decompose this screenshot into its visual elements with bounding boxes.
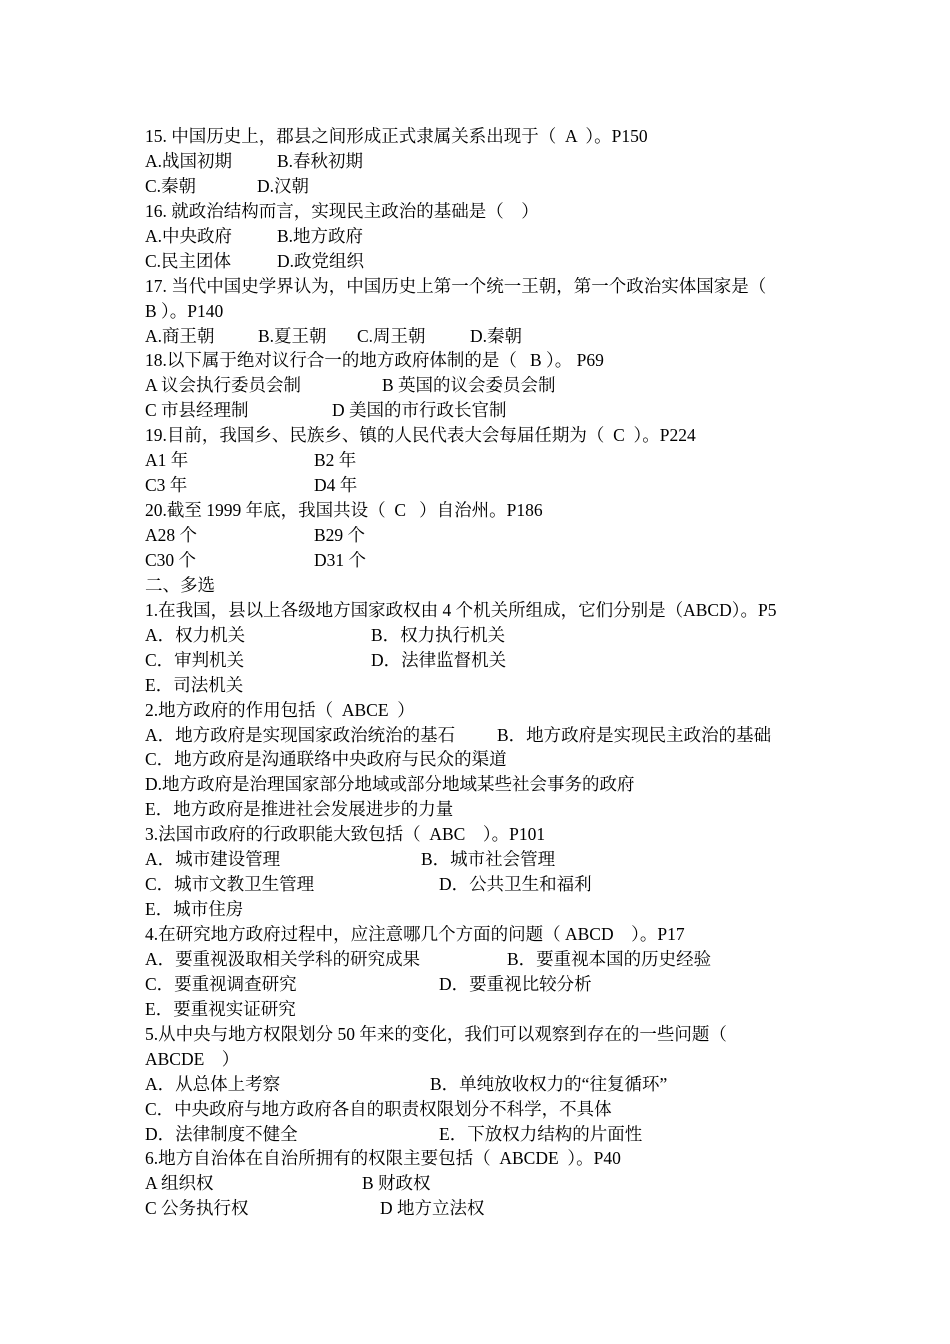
option-text: C3 年 <box>145 475 188 496</box>
option-line <box>145 623 825 648</box>
question-text: 15. 中国历史上，郡县之间形成正式隶属关系出现于（ A ）。P150 <box>145 126 648 146</box>
option-text: B．单纯放收权力的“往复循环” <box>430 1073 668 1094</box>
option-text: E．司法机关 <box>145 674 244 695</box>
question-line <box>145 299 825 324</box>
option-text: A28 个 <box>145 525 198 545</box>
question-text: 2.地方政府的作用包括（ ABCE ） <box>145 699 415 720</box>
option-line <box>145 897 825 922</box>
option-line <box>145 249 825 274</box>
option-text: C 市县经理制 <box>145 400 249 421</box>
document-page <box>145 124 825 1221</box>
option-text: A．城市建设管理 <box>145 849 281 870</box>
question-text: 1.在我国，县以上各级地方国家政权由 4 个机关所组成，它们分别是（ABCD）。P5 <box>145 599 777 620</box>
option-text: B．权力执行机关 <box>371 624 506 645</box>
option-text: B29 个 <box>314 525 366 545</box>
option-text: C.民主团体 <box>145 250 232 271</box>
option-text: E．要重视实证研究 <box>145 998 296 1019</box>
option-line <box>145 373 825 398</box>
option-text: C30 个 <box>145 549 197 570</box>
question-line <box>145 124 825 149</box>
question-line <box>145 1047 825 1072</box>
option-line <box>145 972 825 997</box>
option-text: E．下放权力结构的片面性 <box>439 1123 643 1144</box>
section-heading <box>145 573 825 598</box>
option-line <box>145 174 825 199</box>
question-line <box>145 822 825 847</box>
question-text: 18.以下属于绝对议行合一的地方政府体制的是（ B ）。 P69 <box>145 350 604 371</box>
option-text: A.中央政府 <box>145 225 233 246</box>
option-text: C.秦朝 <box>145 175 197 196</box>
option-text: D．法律制度不健全 <box>145 1123 298 1144</box>
option-text: D.地方政府是治理国家部分地域或部分地域某些社会事务的政府 <box>145 774 635 795</box>
option-line <box>145 324 825 349</box>
option-text: B 财政权 <box>362 1173 431 1194</box>
question-line <box>145 1022 825 1047</box>
option-line <box>145 473 825 498</box>
option-text: D.政党组织 <box>277 250 365 271</box>
option-line <box>145 772 825 797</box>
option-text: B2 年 <box>314 450 357 471</box>
option-text: A.战国初期 <box>145 150 233 171</box>
option-text: D 地方立法权 <box>380 1198 485 1219</box>
option-line <box>145 947 825 972</box>
option-line <box>145 1196 825 1221</box>
option-text: E．城市住房 <box>145 899 244 920</box>
option-line <box>145 224 825 249</box>
option-text: A 组织权 <box>145 1173 214 1194</box>
option-text: A．从总体上考察 <box>145 1073 281 1094</box>
option-text: C．地方政府是沟通联络中央政府与民众的渠道 <box>145 749 507 770</box>
option-text: A．地方政府是实现国家政治统治的基石 <box>145 724 456 745</box>
option-line <box>145 548 825 573</box>
question-text: 6.地方自治体在自治所拥有的权限主要包括（ ABCDE ）。P40 <box>145 1148 621 1169</box>
option-text: B.地方政府 <box>277 225 364 246</box>
option-line <box>145 648 825 673</box>
option-text: B．城市社会管理 <box>421 849 556 870</box>
question-text: B ）。P140 <box>145 300 224 321</box>
question-line <box>145 1146 825 1171</box>
option-text: A 议会执行委员会制 <box>145 375 302 396</box>
option-text: B 英国的议会委员会制 <box>382 375 556 396</box>
option-text: A.商王朝 <box>145 325 215 346</box>
option-text: A1 年 <box>145 450 189 471</box>
heading-text: 二、多选 <box>145 574 215 595</box>
question-line <box>145 199 825 224</box>
option-line <box>145 747 825 772</box>
option-text: D4 年 <box>314 475 358 496</box>
option-text: E．地方政府是推进社会发展进步的力量 <box>145 799 454 820</box>
option-line <box>145 523 825 548</box>
option-text: C．城市文教卫生管理 <box>145 874 315 895</box>
option-text: A．权力机关 <box>145 624 246 645</box>
option-line <box>145 1072 825 1097</box>
option-line <box>145 872 825 897</box>
option-text: C．中央政府与地方政府各自的职责权限划分不科学，不具体 <box>145 1098 612 1119</box>
option-line <box>145 723 825 748</box>
option-line <box>145 997 825 1022</box>
question-text: 20.截至 1999 年底，我国共设（ C ）自治州。P186 <box>145 500 543 521</box>
option-text: D．法律监督机关 <box>371 649 507 670</box>
option-line <box>145 149 825 174</box>
option-text: C．审判机关 <box>145 649 245 670</box>
question-text: 17. 当代中国史学界认为，中国历史上第一个统一王朝，第一个政治实体国家是（ <box>145 275 767 296</box>
option-text: B.夏王朝 <box>258 325 327 346</box>
question-text: 4.在研究地方政府过程中，应注意哪几个方面的问题（ ABCD ）。P17 <box>145 924 685 944</box>
question-line <box>145 274 825 299</box>
question-line <box>145 598 825 623</box>
question-text: 19.目前，我国乡、民族乡、镇的人民代表大会每届任期为（ C ）。P224 <box>145 425 696 446</box>
question-text: 3.法国市政府的行政职能大致包括（ ABC ）。P101 <box>145 824 546 845</box>
option-line <box>145 797 825 822</box>
option-line <box>145 1171 825 1196</box>
question-text: 5.从中央与地方权限划分 50 年来的变化，我们可以观察到存在的一些问题（ <box>145 1023 727 1044</box>
option-line <box>145 1122 825 1147</box>
question-text: ABCDE ） <box>145 1048 240 1069</box>
option-line <box>145 448 825 473</box>
option-text: D.秦朝 <box>470 325 523 346</box>
option-text: A．要重视汲取相关学科的研究成果 <box>145 948 421 969</box>
option-text: C.周王朝 <box>357 325 426 346</box>
question-line <box>145 423 825 448</box>
question-line <box>145 922 825 947</box>
option-text: D.汉朝 <box>257 175 310 196</box>
option-line <box>145 673 825 698</box>
question-line <box>145 698 825 723</box>
question-line <box>145 498 825 523</box>
option-text: D 美国的市行政长官制 <box>332 400 507 421</box>
option-line <box>145 398 825 423</box>
option-text: D．公共卫生和福利 <box>439 874 592 895</box>
option-text: C．要重视调查研究 <box>145 973 297 994</box>
option-text: B．地方政府是实现民主政治的基础 <box>497 724 772 745</box>
option-line <box>145 847 825 872</box>
option-text: B．要重视本国的历史经验 <box>507 948 712 969</box>
option-line <box>145 1097 825 1122</box>
question-line <box>145 348 825 373</box>
question-text: 16. 就政治结构而言，实现民主政治的基础是（ ） <box>145 200 539 221</box>
option-text: B.春秋初期 <box>277 150 364 171</box>
option-text: D31 个 <box>314 549 367 570</box>
option-text: D．要重视比较分析 <box>439 973 592 994</box>
option-text: C 公务执行权 <box>145 1198 249 1219</box>
